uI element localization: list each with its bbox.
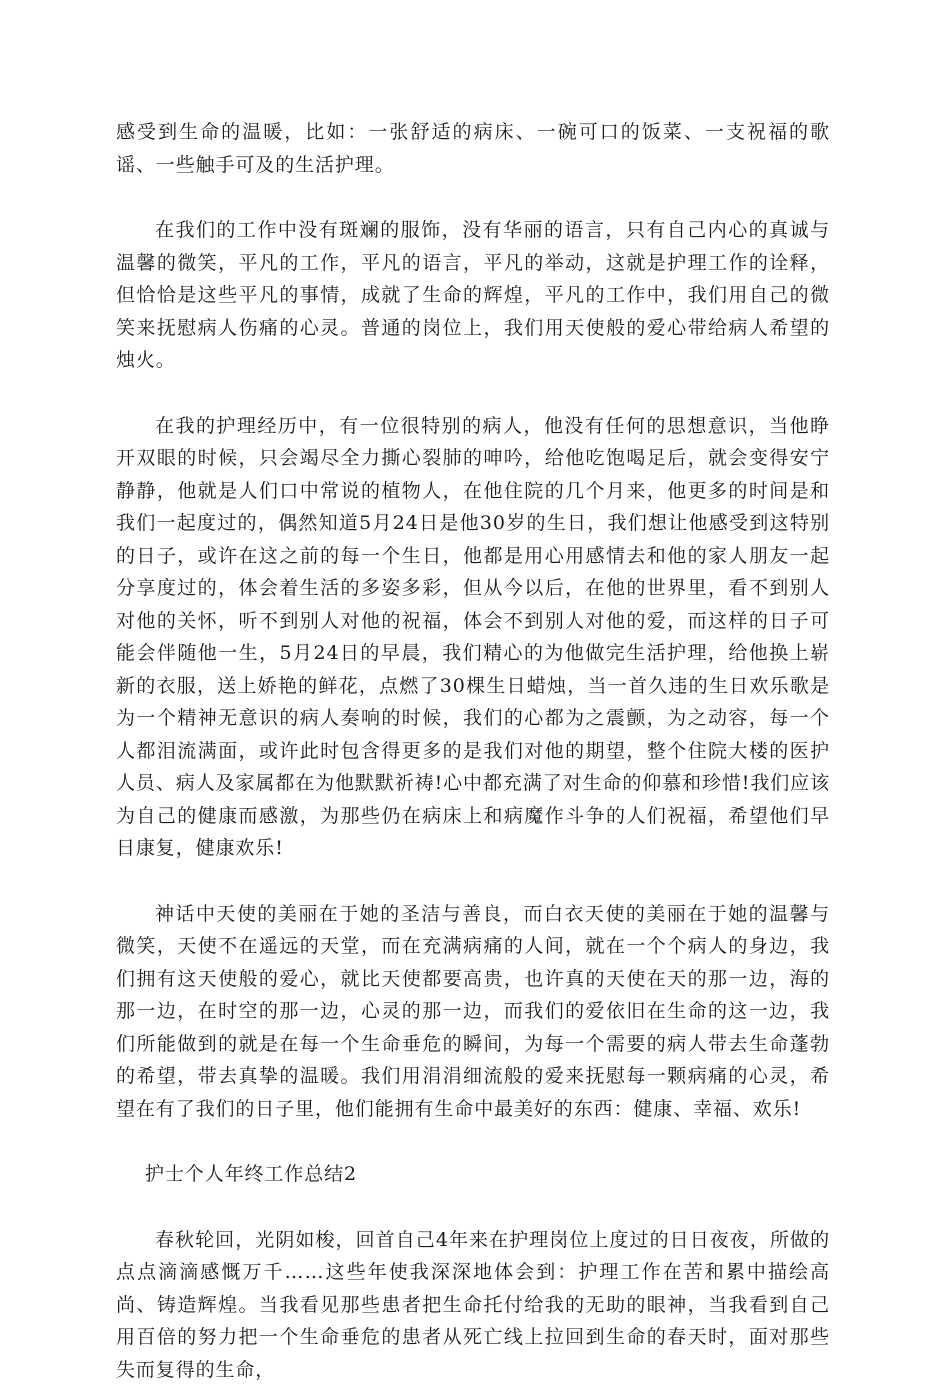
paragraph-special-patient: 在我的护理经历中，有一位很特别的病人，他没有任何的思想意识，当他睁开双眼的时候，只会竭尽全力撕心裂肺的呻吟，给他吃饱喝足后，就会变得安宁静静，他就是人们口中常说的植物人，在他住院的几个月来，他更多的时间是和我们一起度过的，偶然知道5月24日是他30岁的生日，我们想让他感受到这特别的日子，或许在这之前的每一个生日，他都是用心用感情去和他的家人朋友一起分享度过的，体会着生活的多姿多彩，但从今以后，在他的世界里，看不到别人对他的关怀，听不到别人对他的祝福，体会不到别人对他的爱，而这样的日子可能会伴随他一生，5月24日的早晨，我们精心的为他做完生活护理，给他换上崭新的衣服，送上娇艳的鲜花，点燃了30棵生日蜡烛，当一首久违的生日欢乐歌是为一个精神无意识的病人奏响的时候，我们的心都为之震颤，为之动容，每一个人都泪流满面，或许此时包含得更多的是我们对他的期望，整个住院大楼的医护人员、病人及家属都在为他默默祈祷!心中都充满了对生命的仰慕和珍惜!我们应该为自己的健康而感激，为那些仍在病床上和病魔作斗争的人们祝福，希望他们早日康复，健康欢乐!	[116, 410, 830, 865]
section-heading: 护士个人年终工作总结2	[116, 1158, 830, 1191]
paragraph-plain-work: 在我们的工作中没有斑斓的服饰，没有华丽的语言，只有自己内心的真诚与温馨的微笑，平凡的工作，平凡的语言，平凡的举动，这就是护理工作的诠释，但恰恰是这些平凡的事情，成就了生命的辉煌，平凡的工作中，我们用自己的微笑来抚慰病人伤痛的心灵。普通的岗位上，我们用天使般的爱心带给病人希望的烛火。	[116, 214, 830, 377]
paragraph-angel: 神话中天使的美丽在于她的圣洁与善良，而白衣天使的美丽在于她的温馨与微笑，天使不在遥远的天堂，而在充满病痛的人间，就在一个个病人的身边，我们拥有这天使般的爱心，就比天使都要高贵，也许真的天使在天的那一边，海的那一边，在时空的那一边，心灵的那一边，而我们的爱依旧在生命的这一边，我们所能做到的就是在每一个生命垂危的瞬间，为每一个需要的病人带去生命蓬勃的希望，带去真挚的温暖。我们用涓涓细流般的爱来抚慰每一颗病痛的心灵，希望在有了我们的日子里，他们能拥有生命中最美好的东西：健康、幸福、欢乐!	[116, 898, 830, 1126]
paragraph-continuation: 感受到生命的温暖，比如：一张舒适的病床、一碗可口的饭菜、一支祝福的歌谣、一些触手可及的生活护理。	[116, 116, 830, 181]
paragraph-four-years: 春秋轮回，光阴如梭，回首自己4年来在护理岗位上度过的日日夜夜，所做的点点滴滴感慨万千……这些年使我深深地体会到：护理工作在苦和累中描绘高尚、铸造辉煌。当我看见那些患者把生命托付给我的无助的眼神，当我看到自己用百倍的努力把一个生命垂危的患者从死亡线上拉回到生命的春天时，面对那些失而复得的生命，	[116, 1224, 830, 1386]
